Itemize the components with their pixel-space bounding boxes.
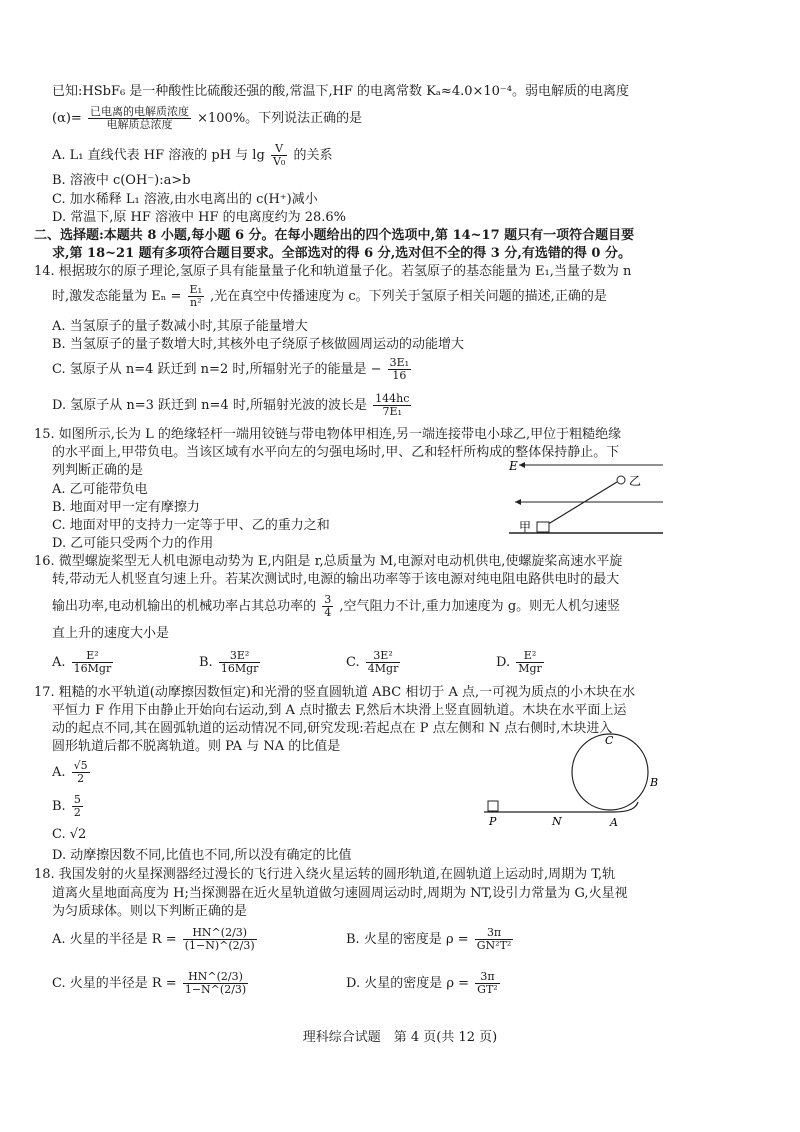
field-arrow-top bbox=[519, 462, 525, 468]
q17-option-d: D. 动摩擦因数不同,比值也不同,所以没有确定的比值 bbox=[52, 848, 352, 863]
q17-option-c: C. √2 bbox=[52, 827, 87, 842]
q16-stem-line2: 转,带动无人机竖直匀速上升。若某次测试时,电源的输出功率等于该电源对纯电阻电路供电时的最大 bbox=[52, 572, 620, 587]
ball-yi bbox=[617, 476, 625, 484]
q18-option-d: D. 火星的密度是 ρ = $\frac{3\pi}{\text{GT²}}$ bbox=[346, 970, 498, 996]
q17-stem-line3: 动的起点不同,其在圆弧轨道的运动情况不同,研究发现:若起点在 P 点左侧和 N 点右侧时,木块进入 bbox=[52, 721, 613, 736]
q15-option-b: B. 地面对甲一定有摩擦力 bbox=[52, 500, 200, 515]
pre-option-d: D. 常温下,原 HF 溶液中 HF 的电离度约为 28.6% bbox=[52, 210, 347, 225]
q15-option-c: C. 地面对甲的支持力一定等于甲、乙的重力之和 bbox=[52, 518, 330, 533]
q15-stem-line2: 的水平面上,甲带负电。当该区域有水平向左的匀强电场时,甲、乙和轻杆所构成的整体保持静止。下 bbox=[52, 445, 620, 460]
q17-option-b: B. $\frac{5}{2}$ bbox=[52, 793, 81, 819]
label-n: N bbox=[552, 815, 562, 828]
q15-option-a: A. 乙可能带负电 bbox=[52, 482, 148, 497]
q18-stem-line2: 道离火星地面高度为 H;当探测器在近火星轨道做匀速圆周运动时,周期为 NT,设引力常量为 G,火星视 bbox=[52, 886, 628, 901]
pre-option-a: A. L₁ 直线代表 HF 溶液的 pH 与 lg $\frac{V}{\text{V₀}}$ 的关系 bbox=[52, 142, 333, 168]
q14-option-b: B. 当氢原子的量子数增大时,其核外电子绕原子核做圆周运动的动能增大 bbox=[52, 337, 464, 352]
q14-option-a: A. 当氢原子的量子数减小时,其原子能量增大 bbox=[52, 319, 308, 334]
q15-fig-e-label: E bbox=[509, 459, 518, 473]
q18-stem-line1: 18. 我国发射的火星探测器经过漫长的飞行进入绕火星运转的圆形轨道,在圆轨道上运动时,周期为 T,轨 bbox=[34, 867, 616, 882]
q18-option-a: A. 火星的半径是 R = $\frac{HN\^{}(2/3)}{(1-N)\^{}(2/3)}$ bbox=[52, 926, 255, 952]
q17-figure bbox=[480, 730, 665, 830]
q14-option-d: D. 氢原子从 n=3 跃迁到 n=4 时,所辐射光波的波长是 $\frac{144hc}{\text{7E₁}}$ bbox=[52, 392, 410, 418]
q18-option-b: B. 火星的密度是 ρ = $\frac{3\pi}{\text{GN²T²}}$ bbox=[346, 926, 512, 952]
q16-option-b: B. $\frac{\text{3E²}}{\text{16Mgr}}$ bbox=[199, 649, 259, 675]
pre-option-c: C. 加水稀释 L₁ 溶液,由水电离出的 c(H⁺)减小 bbox=[52, 192, 318, 207]
q16-stem-line4: 直上升的速度大小是 bbox=[52, 626, 170, 641]
alpha-lhs: (α)= bbox=[52, 111, 82, 126]
q14-stem-line1: 14. 根据玻尔的原子理论,氢原子具有能量量子化和轨道量子化。若氢原子的基态能量为 E₁,当量子数为 n bbox=[34, 264, 632, 279]
wood-block bbox=[488, 801, 498, 811]
q18-option-c: C. 火星的半径是 R = $\frac{HN\^{}(2/3)}{1-N\^{}(2/3)}$ bbox=[52, 970, 247, 996]
alpha-rhs: ×100%。下列说法正确的是 bbox=[197, 111, 363, 126]
alpha-fraction: $\frac{\text{已电离的电解质浓度}}{\text{电解质总浓度}}$ bbox=[89, 105, 189, 131]
q17-option-a: A. $\frac{√5}{2}$ bbox=[52, 759, 88, 785]
section-header-line1: 二、选择题:本题共 8 小题,每小题 6 分。在每小题给出的四个选项中,第 14~17 题只有一项符合题目要 bbox=[34, 228, 635, 243]
q15-fig-jia-label: 甲 bbox=[519, 520, 532, 534]
q18-stem-line3: 为匀质球体。则以下判断正确的是 bbox=[52, 904, 248, 919]
label-a: A bbox=[610, 816, 618, 829]
q16-stem-line1: 16. 微型螺旋桨型无人机电源电动势为 E,内阻是 r,总质量为 M,电源对电动机供电,使螺旋桨高速水平旋 bbox=[34, 554, 623, 569]
q16-option-a: A. $\frac{\text{E²}}{\text{16Mgr}}$ bbox=[52, 649, 112, 675]
q15-option-d: D. 乙可能只受两个力的作用 bbox=[52, 536, 214, 551]
label-c: C bbox=[605, 734, 614, 747]
section-header-line2: 求,第 18~21 题有多项符合题目要求。全部选对的得 6 分,选对但不全的得 3 分,有选错的得 0 分。 bbox=[52, 246, 631, 261]
light-rod bbox=[545, 482, 617, 526]
q16-option-d: D. $\frac{\text{E²}}{\text{Mgr}}$ bbox=[496, 649, 542, 675]
pre-line1: 已知:HSbF₆ 是一种酸性比硫酸还强的酸,常温下,HF 的电离常数 Kₐ≈4.0×10⁻⁴。弱电解质的电离度 bbox=[52, 84, 629, 99]
q15-fig-yi-label: 乙 bbox=[629, 474, 642, 488]
field-arrow-middle bbox=[515, 499, 521, 505]
q15-stem-line3: 列判断正确的是 bbox=[52, 463, 144, 478]
pre-option-b: B. 溶液中 c(OH⁻):a>b bbox=[52, 173, 191, 188]
q16-stem-line3: 输出功率,电动机输出的机械功率占其总功率的 $\frac{3}{4}$ ,空气阻力不计,重力加速度为 g。则无人机匀速竖 bbox=[52, 593, 621, 619]
page-footer: 理科综合试题 第 4 页(共 12 页) bbox=[302, 1030, 498, 1045]
q17-stem-line2: 平恒力 F 作用下由静止开始向右运动,到 A 点时撤去 F,然后木块滑上竖直圆轨道。木块在水平面上运 bbox=[52, 703, 627, 718]
q14-stem-line2: 时,激发态能量为 Eₙ = $\frac{\text{E₁}}{\text{n²}}$ ,光在真空中传播速度为 c。下列关于氢原子相关问题的描述,正确的是 bbox=[52, 283, 607, 309]
pre-alpha-definition bbox=[52, 104, 362, 134]
block-jia bbox=[537, 522, 549, 532]
q17-stem-line1: 17. 粗糙的水平轨道(动摩擦因数恒定)和光滑的竖直圆轨道 ABC 相切于 A 点,一可视为质点的小木块在水 bbox=[34, 685, 636, 700]
q15-figure bbox=[505, 458, 665, 540]
q15-stem-line1: 15. 如图所示,长为 L 的绝缘轻杆一端用铰链与带电物体甲相连,另一端连接带电小球乙,甲位于粗糙绝缘 bbox=[34, 427, 622, 442]
q14-option-c: C. 氢原子从 n=4 跃迁到 n=2 时,所辐射光子的能量是 − $\frac{\text{3E₁}}{16}$ bbox=[52, 356, 410, 382]
q17-stem-line4: 圆形轨道后都不脱离轨道。则 PA 与 NA 的比值是 bbox=[52, 739, 341, 754]
label-p: P bbox=[489, 815, 497, 828]
q16-option-c: C. $\frac{\text{3E²}}{\text{4Mgr}}$ bbox=[346, 649, 399, 675]
label-b: B bbox=[650, 776, 659, 789]
